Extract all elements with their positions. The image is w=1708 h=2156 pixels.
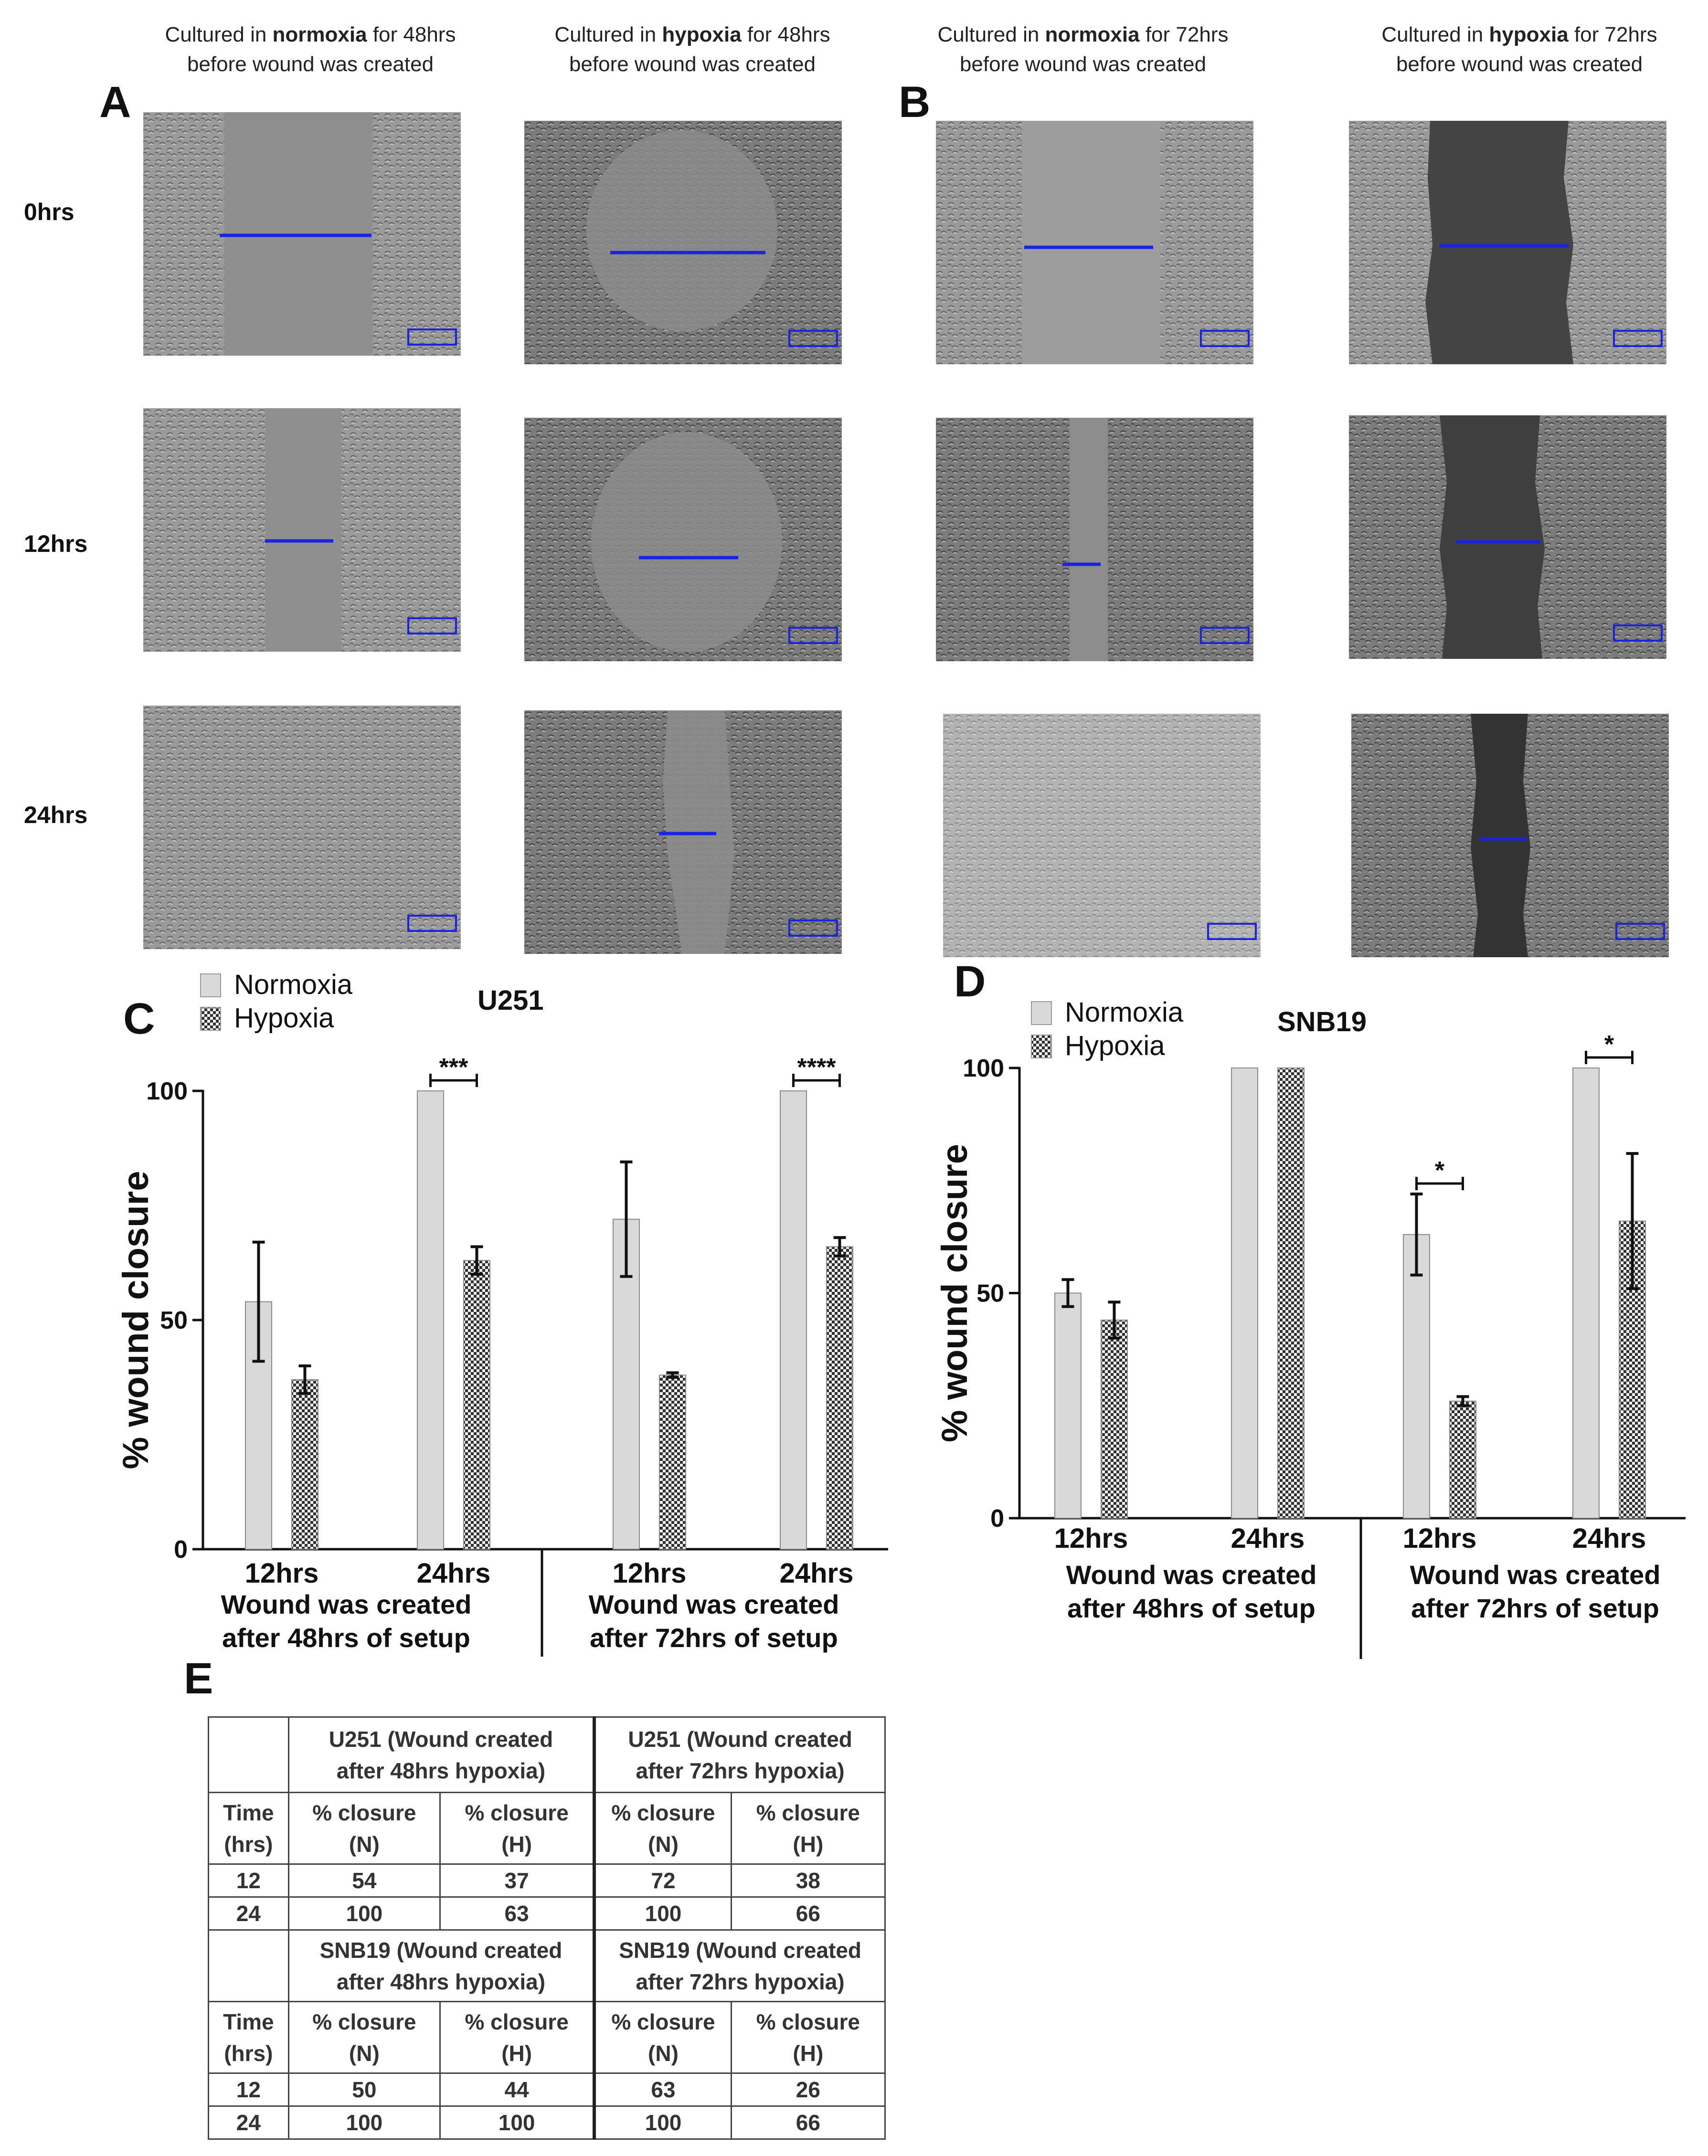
panel-letter-d: D [954,957,986,1006]
x-tick-label: 24hrs [779,1558,854,1589]
table-cell: 100 [440,2106,594,2139]
legend-swatch [1031,1035,1051,1058]
x-tick-label: 12hrs [244,1558,319,1589]
x-tick-label: 24hrs [416,1558,491,1589]
y-axis-label: % wound closure [116,1171,156,1469]
table-closure-h-header: % closure (H) [731,2002,885,2073]
micrograph-normoxia48-24hrs [143,706,461,949]
micrograph-normoxia72-0hrs [936,121,1253,364]
table-cell: 63 [594,2073,731,2106]
legend-label: Normoxia [1065,997,1184,1028]
table-cell: 50 [288,2073,440,2106]
micrograph-hypoxia48-0hrs [524,121,842,364]
table-cell: 100 [594,2106,731,2139]
micrograph-normoxia72-24hrs [943,714,1261,957]
table-row [209,1897,885,1930]
x-tick-label: 12hrs [1402,1523,1477,1554]
bar [1450,1401,1476,1518]
micrograph-hypoxia72-0hrs [1349,121,1666,364]
y-tick-label: 50 [160,1307,188,1334]
micrograph-hypoxia72-12hrs [1349,415,1666,659]
table-cell: 12 [209,1864,289,1897]
table-closure-n-header: % closure (N) [288,1793,440,1864]
table-closure-n-header: % closure (N) [288,2002,440,2073]
table-time-header: Time (hrs) [209,2002,289,2073]
table-header-snb19-72: SNB19 (Wound created after 72hrs hypoxia) [594,1930,885,2002]
x-tick-label: 12hrs [612,1558,687,1589]
row-label-0hrs: 0hrs [24,199,74,225]
panel-letter-e: E [184,1654,213,1703]
group-label: after 48hrs of setup [222,1623,470,1653]
table-time-header: Time (hrs) [209,1793,289,1864]
chart-u251 [110,960,922,1661]
row-label-24hrs: 24hrs [24,802,88,828]
column-header-hypoxia-48: Cultured in hypoxia for 48hrs before wound was created [554,23,830,76]
bar [1573,1068,1599,1518]
micrograph-normoxia72-12hrs [936,418,1253,661]
y-tick-label: 50 [976,1279,1004,1308]
legend-swatch [201,974,221,997]
significance-label: * [1604,1031,1614,1058]
table-header-u251-72: U251 (Wound created after 72hrs hypoxia) [594,1717,885,1793]
table-subheader-row [209,1793,885,1864]
significance-label: **** [797,1054,836,1081]
y-tick-label: 100 [146,1078,188,1105]
legend-swatch [1031,1002,1051,1025]
table-corner-cell [209,1717,289,1793]
closure-table [208,1716,886,2140]
micrograph-hypoxia48-12hrs [524,418,842,661]
x-tick-label: 12hrs [1054,1523,1128,1554]
bar [1101,1320,1127,1518]
group-label: Wound was created [221,1589,472,1619]
table-cell: 100 [288,1897,440,1930]
table-cell: 63 [440,1897,594,1930]
table-cell: 66 [731,1897,885,1930]
chart-snb19 [922,955,1708,1671]
column-header-normoxia-48: Cultured in normoxia for 48hrs before wound was created [165,23,456,76]
legend-label: Normoxia [234,969,353,1000]
legend-label: Hypoxia [234,1003,334,1034]
table-subheader-row [209,2002,885,2073]
table-corner-cell [209,1930,289,2002]
micrograph-normoxia48-12hrs [143,408,461,652]
table-cell: 38 [731,1864,885,1897]
y-tick-label: 0 [174,1536,188,1564]
table-cell: 24 [209,2106,289,2139]
table-closure-n-header: % closure (N) [594,2002,731,2073]
bar [292,1380,318,1549]
table-cell: 66 [731,2106,885,2139]
table-cell: 12 [209,2073,289,2106]
table-closure-h-header: % closure (H) [731,1793,885,1864]
table-header-row [209,1717,885,1793]
chart-title: U251 [477,985,544,1016]
table-header-u251-48: U251 (Wound created after 48hrs hypoxia) [288,1717,594,1793]
table-cell: 37 [440,1864,594,1897]
table-cell: 72 [594,1864,731,1897]
micrograph-normoxia48-0hrs [143,112,461,356]
table-cell: 54 [288,1864,440,1897]
table-row [209,2073,885,2106]
legend-swatch [201,1007,221,1030]
table-cell: 24 [209,1897,289,1930]
bar [1055,1293,1081,1519]
bar [780,1091,806,1549]
panel-letter-a: A [99,78,131,127]
significance-label: * [1434,1157,1445,1185]
y-tick-label: 100 [963,1055,1004,1082]
group-label: Wound was created [588,1589,839,1619]
table-closure-n-header: % closure (N) [594,1793,731,1864]
group-label: Wound was created [1066,1560,1317,1590]
x-tick-label: 24hrs [1572,1523,1646,1554]
table-cell: 26 [731,2073,885,2106]
group-label: after 48hrs of setup [1067,1593,1315,1623]
chart-title: SNB19 [1277,1006,1367,1037]
column-header-normoxia-72: Cultured in normoxia for 72hrs before wound was created [937,23,1229,76]
table-cell: 44 [440,2073,594,2106]
bar [827,1247,853,1549]
y-axis-label: % wound closure [934,1144,975,1442]
row-label-12hrs: 12hrs [24,530,88,557]
column-header-hypoxia-72: Cultured in hypoxia for 72hrs before wound was created [1381,23,1657,76]
bar [659,1375,686,1549]
y-tick-label: 0 [990,1505,1004,1532]
micrograph-hypoxia72-24hrs [1351,714,1669,957]
panel-letter-c: C [123,994,155,1043]
group-label: Wound was created [1410,1560,1661,1590]
table-row [209,2106,885,2139]
table-closure-h-header: % closure (H) [440,2002,594,2073]
table-row [209,1864,885,1897]
group-label: after 72hrs of setup [590,1623,838,1653]
group-label: after 72hrs of setup [1411,1593,1659,1623]
table-closure-h-header: % closure (H) [440,1793,594,1864]
table-header-row [209,1930,885,2002]
bar [464,1260,490,1549]
table-cell: 100 [288,2106,440,2139]
bar [417,1091,444,1549]
bar [1403,1235,1430,1518]
micrograph-hypoxia48-24hrs [524,710,842,954]
panel-letter-b: B [899,78,931,127]
table-header-snb19-48: SNB19 (Wound created after 48hrs hypoxia) [288,1930,594,2002]
legend-label: Hypoxia [1065,1030,1165,1061]
significance-label: *** [439,1054,468,1081]
x-tick-label: 24hrs [1231,1523,1305,1554]
bar [1278,1068,1304,1518]
bar [1231,1068,1258,1518]
table-cell: 100 [594,1897,731,1930]
